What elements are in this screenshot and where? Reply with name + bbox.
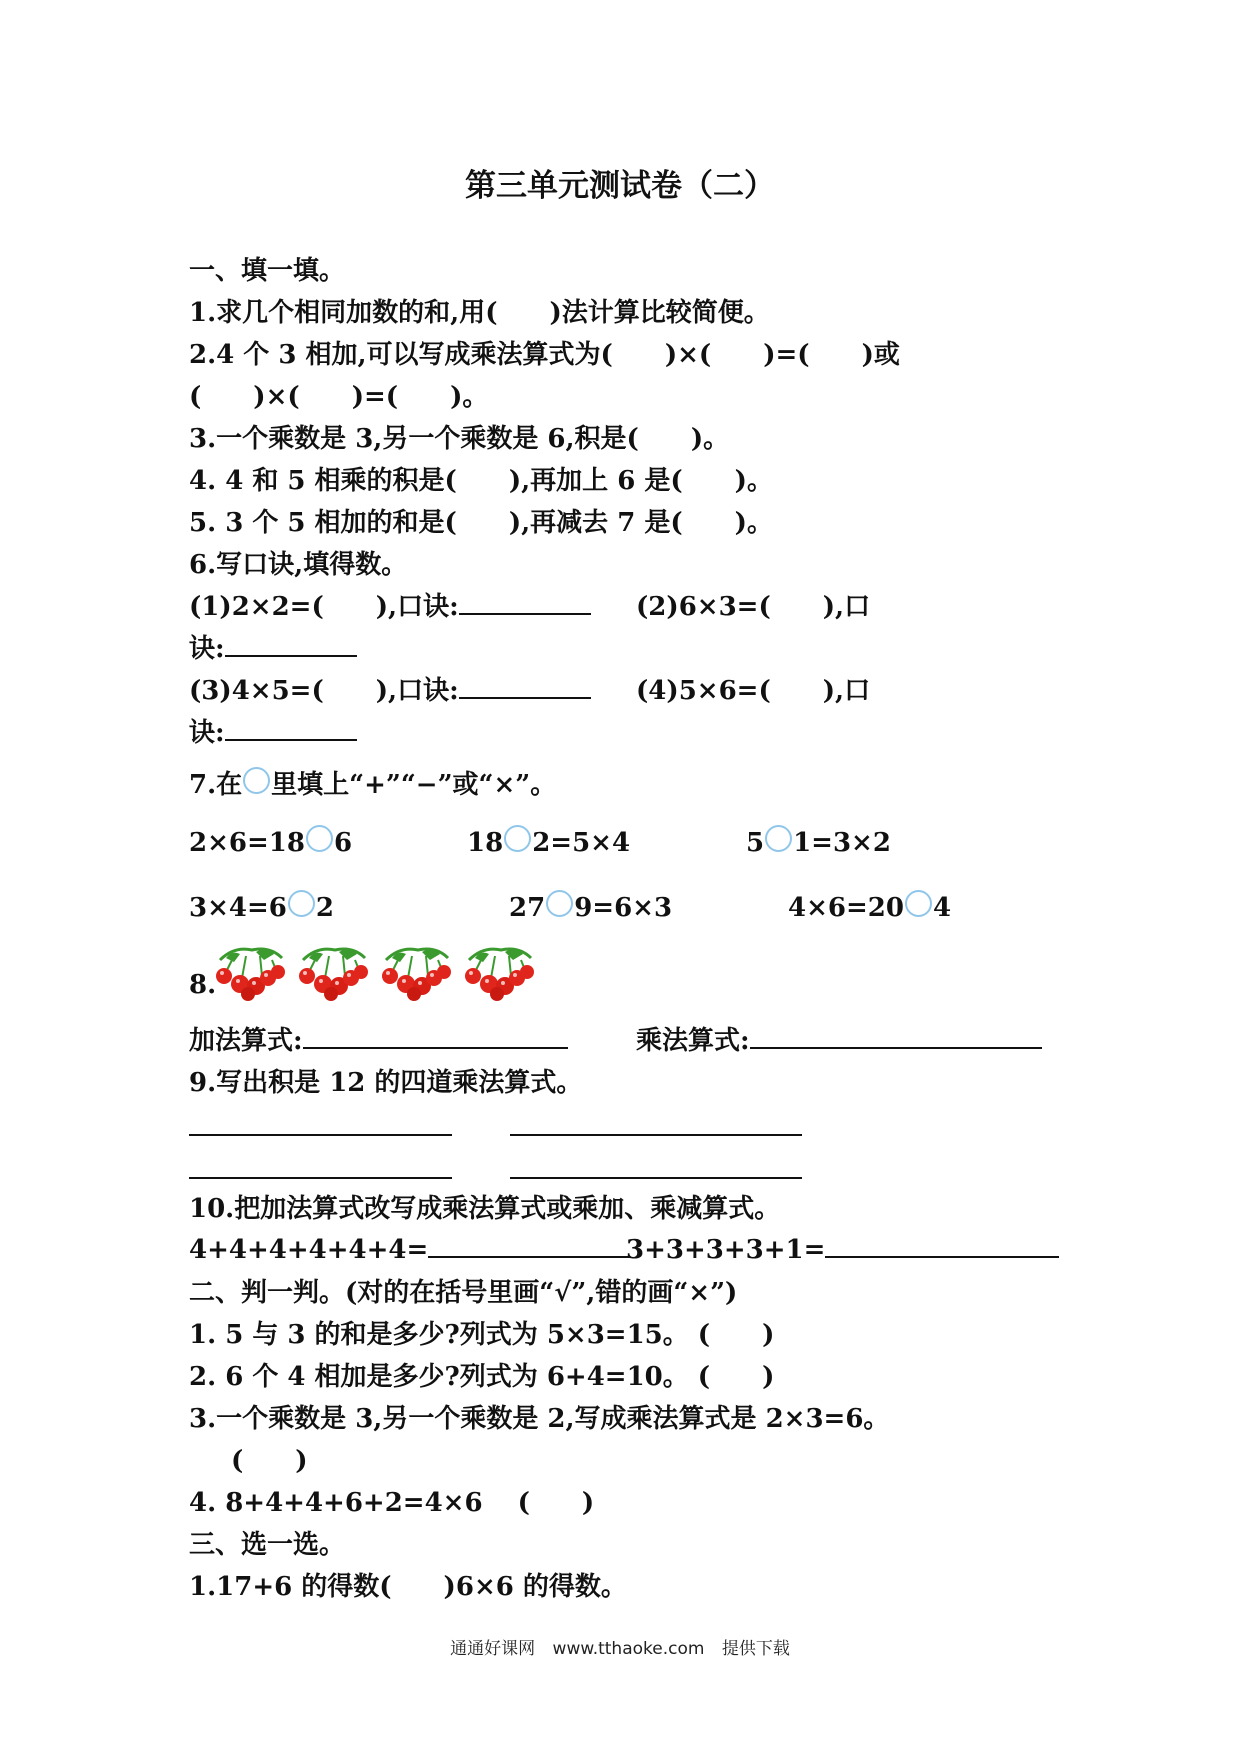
operator-circle-input[interactable]	[905, 890, 932, 917]
q7-item-right: 4	[932, 893, 952, 923]
circle-blank-icon	[243, 767, 270, 794]
answer-blank[interactable]	[225, 713, 357, 741]
cherry-group-icon	[382, 949, 451, 1001]
answer-line[interactable]	[510, 1177, 802, 1179]
answer-line[interactable]	[189, 1177, 452, 1179]
question-1-7	[189, 764, 556, 801]
answer-blank[interactable]	[459, 671, 591, 699]
q7-item-left: 18	[467, 828, 504, 858]
q7-item-left: 2×6=18	[189, 828, 305, 858]
operator-circle-input[interactable]	[546, 890, 573, 917]
question-1-6-3	[189, 670, 591, 707]
q7-item-1	[189, 828, 352, 858]
question-1-2-line1: 2.4 个 3 相加,可以写成乘法算式为( )×( )=( )或	[189, 340, 900, 370]
footer-url[interactable]: www.tthaoke.com	[552, 1639, 705, 1659]
question-2-2: 2. 6 个 4 相加是多少?列式为 6+4=10。 ( )	[189, 1362, 775, 1392]
q7-item-right: 1=3×2	[793, 828, 891, 858]
question-3-1: 1.17+6 的得数( )6×6 的得数。	[189, 1572, 627, 1602]
answer-blank[interactable]	[459, 587, 591, 615]
question-2-1: 1. 5 与 3 的和是多少?列式为 5×3=15。 ( )	[189, 1320, 775, 1350]
q7-item-left: 4×6=20	[788, 893, 904, 923]
operator-circle-input[interactable]	[306, 825, 333, 852]
q7-item-2	[467, 828, 630, 858]
addition-answer-blank[interactable]	[303, 1021, 568, 1049]
section-1-heading: 一、填一填。	[189, 256, 346, 286]
question-2-4: 4. 8+4+4+6+2=4×6 ( )	[189, 1488, 595, 1518]
q7-item-left: 27	[509, 893, 546, 923]
page-title: 第三单元测试卷（二）	[465, 168, 775, 204]
question-2-3-paren[interactable]: ( )	[231, 1446, 308, 1476]
page-footer	[0, 1634, 1240, 1659]
question-1-1: 1.求几个相同加数的和,用( )法计算比较简便。	[189, 298, 770, 328]
q8-addition-label: 加法算式:	[189, 1026, 303, 1056]
question-1-6-4: (4)5×6=( ),口	[636, 676, 871, 706]
q10-expression-b: 3+3+3+3+1=	[626, 1235, 826, 1265]
question-1-2-line2: ( )×( )=( )。	[189, 382, 489, 412]
footer-note: 提供下载	[721, 1639, 790, 1659]
question-1-6-1	[189, 586, 591, 623]
question-1-6: 6.写口诀,填得数。	[189, 550, 408, 580]
operator-circle-input[interactable]	[765, 825, 792, 852]
multiplication-answer-blank[interactable]	[750, 1021, 1042, 1049]
q10-row-b	[626, 1230, 1059, 1265]
q7-item-right: 2=5×4	[532, 828, 631, 858]
question-1-6-3-text: (3)4×5=( ),口诀:	[189, 676, 459, 706]
question-1-9: 9.写出积是 12 的四道乘法算式。	[189, 1068, 583, 1098]
cherry-group-icon	[465, 949, 534, 1001]
answer-blank[interactable]	[428, 1230, 630, 1258]
q7-item-left: 3×4=6	[189, 893, 287, 923]
question-1-6-4-cont	[189, 712, 357, 749]
question-1-10: 10.把加法算式改写成乘法算式或乘加、乘减算式。	[189, 1194, 781, 1224]
question-1-6-2-cont	[189, 628, 357, 665]
q7-item-4	[189, 893, 334, 923]
q7-item-5	[509, 893, 672, 923]
q10-expression-a: 4+4+4+4+4+4=	[189, 1235, 429, 1265]
question-1-6-cont-text: 诀:	[189, 634, 225, 664]
q8-multiplication-label: 乘法算式:	[636, 1026, 750, 1056]
footer-site: 通通好课网	[450, 1639, 536, 1659]
q7-item-6	[788, 893, 951, 923]
q8-multiplication-row	[636, 1020, 1042, 1057]
question-1-8: 8.	[189, 970, 217, 1000]
question-1-6-2: (2)6×3=( ),口	[636, 592, 871, 622]
q8-addition-row	[189, 1020, 568, 1057]
question-1-5: 5. 3 个 5 相加的和是( ),再减去 7 是( )。	[189, 508, 773, 538]
cherry-group-icon	[216, 949, 285, 1001]
question-1-7-prefix: 7.在	[189, 770, 243, 800]
question-1-3: 3.一个乘数是 3,另一个乘数是 6,积是( )。	[189, 424, 730, 454]
question-1-7-suffix: 里填上“+”“−”或“×”。	[271, 770, 557, 800]
cherry-groups-illustration	[212, 944, 542, 1004]
q7-item-right: 9=6×3	[574, 893, 673, 923]
cherry-group-icon	[299, 949, 368, 1001]
answer-line[interactable]	[189, 1134, 452, 1136]
operator-circle-input[interactable]	[504, 825, 531, 852]
q10-row-a	[189, 1230, 630, 1265]
question-2-3: 3.一个乘数是 3,另一个乘数是 2,写成乘法算式是 2×3=6。	[189, 1404, 890, 1434]
question-1-6-1-text: (1)2×2=( ),口诀:	[189, 592, 459, 622]
q7-item-left: 5	[746, 828, 765, 858]
q7-item-right: 6	[333, 828, 353, 858]
answer-blank[interactable]	[225, 629, 357, 657]
answer-line[interactable]	[510, 1134, 802, 1136]
q7-item-right: 2	[315, 893, 334, 923]
question-1-4: 4. 4 和 5 相乘的积是( ),再加上 6 是( )。	[189, 466, 773, 496]
question-1-6-cont-text: 诀:	[189, 718, 225, 748]
section-2-heading: 二、判一判。(对的在括号里画“√”,错的画“×”)	[189, 1278, 738, 1308]
section-3-heading: 三、选一选。	[189, 1530, 346, 1560]
answer-blank[interactable]	[825, 1230, 1059, 1258]
q7-item-3	[746, 828, 891, 858]
operator-circle-input[interactable]	[288, 890, 315, 917]
